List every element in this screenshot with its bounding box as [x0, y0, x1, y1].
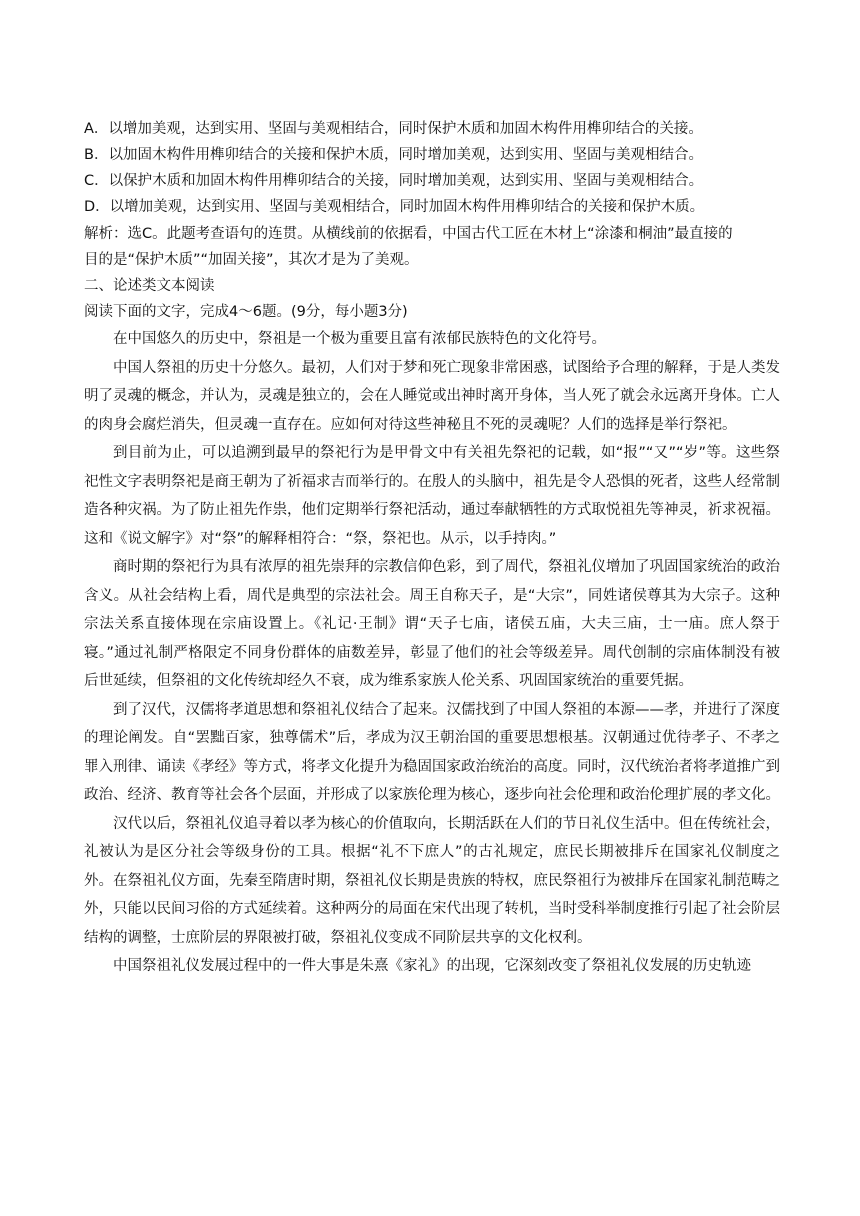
option-c: C．以保护木质和加固木构件用榫卯结合的关接，同时增加美观，达到实用、坚固与美观相结合。: [84, 173, 704, 189]
paragraph-5: 到了汉代，汉儒将孝道思想和祭祖礼仪结合了起来。汉儒找到了中国人祭祖的本源——孝，并进行了深度的理论阐发。自“罢黜百家，独尊儒术”后，孝成为汉王朝治国的重要思想根基。汉朝通过优待孝子、不孝之罪入刑律、诵读《孝经》等方式，将孝文化提升为稳固国家政治统治的高度。同时，汉代统治者将孝道推广到政治、经济、教育等社会各个层面，并形成了以家族伦理为核心，逐步向社会伦理和政治伦理扩展的孝文化。: [84, 701, 780, 803]
paragraph-4: 商时期的祭祀行为具有浓厚的祖先崇拜的宗教信仰色彩，到了周代，祭祖礼仪增加了巩固国家统治的政治含义。从社会结构上看，周代是典型的宗法社会。周王自称天子，是“大宗”，同姓诸侯尊其为大宗子。这种宗法关系直接体现在宗庙设置上。《礼记·王制》谓“天子七庙，诸侯五庙，大夫三庙，士一庙。庶人祭于寝。”通过礼制严格限定不同身份群体的庙数差异，彰显了他们的社会等级差异。周代创制的宗庙体制没有被后世延续，但祭祖的文化传统却经久不衰，成为维系家族人伦关系、巩固国家统治的重要凭据。: [84, 559, 780, 689]
paragraph-7: 中国祭祖礼仪发展过程中的一件大事是朱熹《家礼》的出现，它深刻改变了祭祖礼仪发展的历史轨迹: [113, 958, 751, 974]
paragraph-1: 在中国悠久的历史中，祭祖是一个极为重要且富有浓郁民族特色的文化符号。: [113, 331, 606, 347]
paragraph-3: 到目前为止，可以追溯到最早的祭祀行为是甲骨文中有关祖先祭祀的记载，如“报”“又”“岁”等。这些祭祀性文字表明祭祀是商王朝为了祈福求吉而举行的。在殷人的头脑中，祖先是令人恐惧的死者，这些人经常制造各种灾祸。为了防止祖先作祟，他们定期举行祭祀活动，通过奉献牺牲的方式取悦祖先等神灵，祈求祝福。这和《说文解字》对“祭”的解释相符合：“祭，祭祀也。从示，以手持肉。”: [84, 445, 780, 547]
section-title: 二、论述类文本阅读: [84, 278, 215, 294]
paragraph-6: 汉代以后，祭祖礼仪追寻着以孝为核心的价值取向，长期活跃在人们的节日礼仪生活中。但在传统社会，礼被认为是区分社会等级身份的工具。根据“礼不下庶人”的古礼规定，庶民长期被排斥在国家礼仪制度之外。在祭祖礼仪方面，先秦至隋唐时期，祭祖礼仪长期是贵族的特权，庶民祭祖行为被排斥在国家礼制范畴之外，只能以民间习俗的方式延续着。这种两分的局面在宋代出现了转机，当时受科举制度推行引起了社会阶层结构的调整，士庶阶层的界限被打破，祭祖礼仪变成不同阶层共享的文化权利。: [84, 815, 780, 946]
reading-instruction: 阅读下面的文字，完成4～6题。(9分，每小题3分): [84, 304, 408, 320]
paragraph-2: 中国人祭祖的历史十分悠久。最初，人们对于梦和死亡现象非常困惑，试图给予合理的解释，于是人类发明了灵魂的概念，并认为，灵魂是独立的，会在人睡觉或出神时离开身体，当人死了就会永远离开身体。亡人的肉身会腐烂消失，但灵魂一直存在。应如何对待这些神秘且不死的灵魂呢？人们的选择是举行祭祀。: [84, 359, 780, 433]
option-b: B．以加固木构件用榫卯结合的关接和保护木质，同时增加美观，达到实用、坚固与美观相结合。: [84, 147, 703, 163]
analysis-line-2: 目的是“保护木质”“加固关接”，其次才是为了美观。: [84, 252, 419, 268]
analysis-line-1: 解析：选C。此题考查语句的连贯。从横线前的依据看，中国古代工匠在木材上“涂漆和桐油”最直接的: [84, 226, 733, 242]
option-a: A．以增加美观，达到实用、坚固与美观相结合，同时保护木质和加固木构件用榫卯结合的关接。: [84, 121, 703, 137]
option-d: D．以增加美观，达到实用、坚固与美观相结合，同时加固木构件用榫卯结合的关接和保护木质。: [84, 199, 705, 215]
document-body: [84, 116, 780, 981]
